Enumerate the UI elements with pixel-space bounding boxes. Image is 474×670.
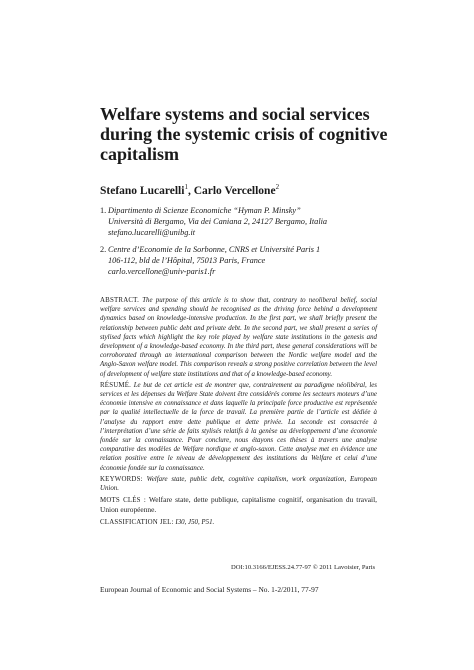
- mots-cles-paragraph: [100, 495, 377, 515]
- paper-title: Welfare systems and social services during the systemic crisis of cognitive capitalism: [100, 104, 388, 164]
- mots-cles-label: MOTS CLÉS :: [100, 497, 146, 505]
- author-name: Stefano Lucarelli: [100, 184, 185, 197]
- classification-text: I30, J50, P51.: [175, 518, 215, 526]
- affiliation-1: [100, 205, 400, 239]
- doi-line: DOI:10.3166/EJESS.24.77-97 © 2011 Lavoisier, Paris: [231, 564, 376, 571]
- classification-label: CLASSIFICATION JEL:: [100, 518, 174, 526]
- affiliation-line: 106-112, bld de l’Hôpital, 75013 Paris, France: [108, 255, 266, 265]
- abstract-label: ABSTRACT.: [100, 297, 140, 304]
- keywords-label: KEYWORDS:: [100, 475, 143, 483]
- resume-text: Le but de cet article est de montrer que, contrairement au paradigme néolibéral, les services et les dépenses du Welfare State doivent être considérés comme les secteurs moteurs d’une économie intensive en connaissance et dans laquelle la principale force productive est représentée par la qualité intellectuelle de la force de travail. La première partie de l’article est dédiée à l’analyse du rapport entre dette publique et dette privée. La seconde est consacrée à l’interprétation d’une série de faits stylisés relatifs à la genèse au développement d’une économie fondée sur la connaissance. Pour conclure, nous étayons ces thèses à travers une analyse comparative des modèles de Welfare nordique et anglo-saxon. Cette analyse met en évidence une relation positive entre le niveau de développement des institutions du Welfare et celui d’une économie fondée sur la connaissance.: [100, 381, 377, 472]
- affiliation-2: [100, 244, 400, 278]
- affiliation-email[interactable]: stefano.lucarelli@unibg.it: [108, 228, 196, 238]
- abstract-block: [100, 296, 377, 529]
- affiliation-line: Centre d’Economie de la Sorbonne, CNRS et Université Paris 1: [108, 244, 321, 254]
- affiliation-line: Università di Bergamo, Via dei Caniana 2, 24127 Bergamo, Italia: [108, 217, 328, 227]
- affiliation-email[interactable]: carlo.vercellone@univ-paris1.fr: [108, 267, 216, 277]
- author-separator: ,: [187, 184, 194, 197]
- resume-paragraph: [100, 381, 377, 473]
- affiliations: [100, 205, 400, 282]
- mots-cles-text: Welfare state, dette publique, capitalisme cognitif, organisation du travail, Union européenne.: [100, 495, 377, 515]
- affiliation-line: Dipartimento di Scienze Economiche “Hyman P. Minsky”: [108, 206, 301, 215]
- abstract-text: The purpose of this article is to show that, contrary to neoliberal belief, social welfare services and spending should be recognised as the driving force behind a development dynamics based on knowledge-intensive production. In the first part, we shall briefly present the relationship between public debt and private debt. In the second part, we shall present a series of stylised facts which highlight the key role played by welfare state institutions in the genesis and development of a knowledge-based economy. In the third part, these general considerations will be corroborated through an international comparison between the Nordic welfare model and the Anglo-Saxon welfare model. This comparison reveals a strong positive correlation between the level of development of welfare state institutions and that of a knowledge-based economy.: [100, 297, 378, 378]
- author-name: Carlo Vercellone: [193, 184, 276, 197]
- journal-footer: European Journal of Economic and Social Systems – No. 1-2/2011, 77-97: [100, 585, 319, 594]
- author-line: [100, 183, 279, 197]
- author-affiliation-mark: 1: [184, 183, 188, 191]
- abstract-paragraph: [100, 296, 377, 379]
- classification-paragraph: [100, 518, 377, 527]
- keywords-text: Welfare state, public debt, cognitive capitalism, work organization, European Union.: [100, 475, 377, 493]
- affiliation-number: 2.: [100, 244, 107, 254]
- keywords-paragraph: [100, 475, 377, 493]
- resume-label: RÉSUMÉ.: [100, 381, 132, 389]
- author-affiliation-mark: 2: [275, 183, 280, 191]
- affiliation-number: 1.: [100, 206, 107, 215]
